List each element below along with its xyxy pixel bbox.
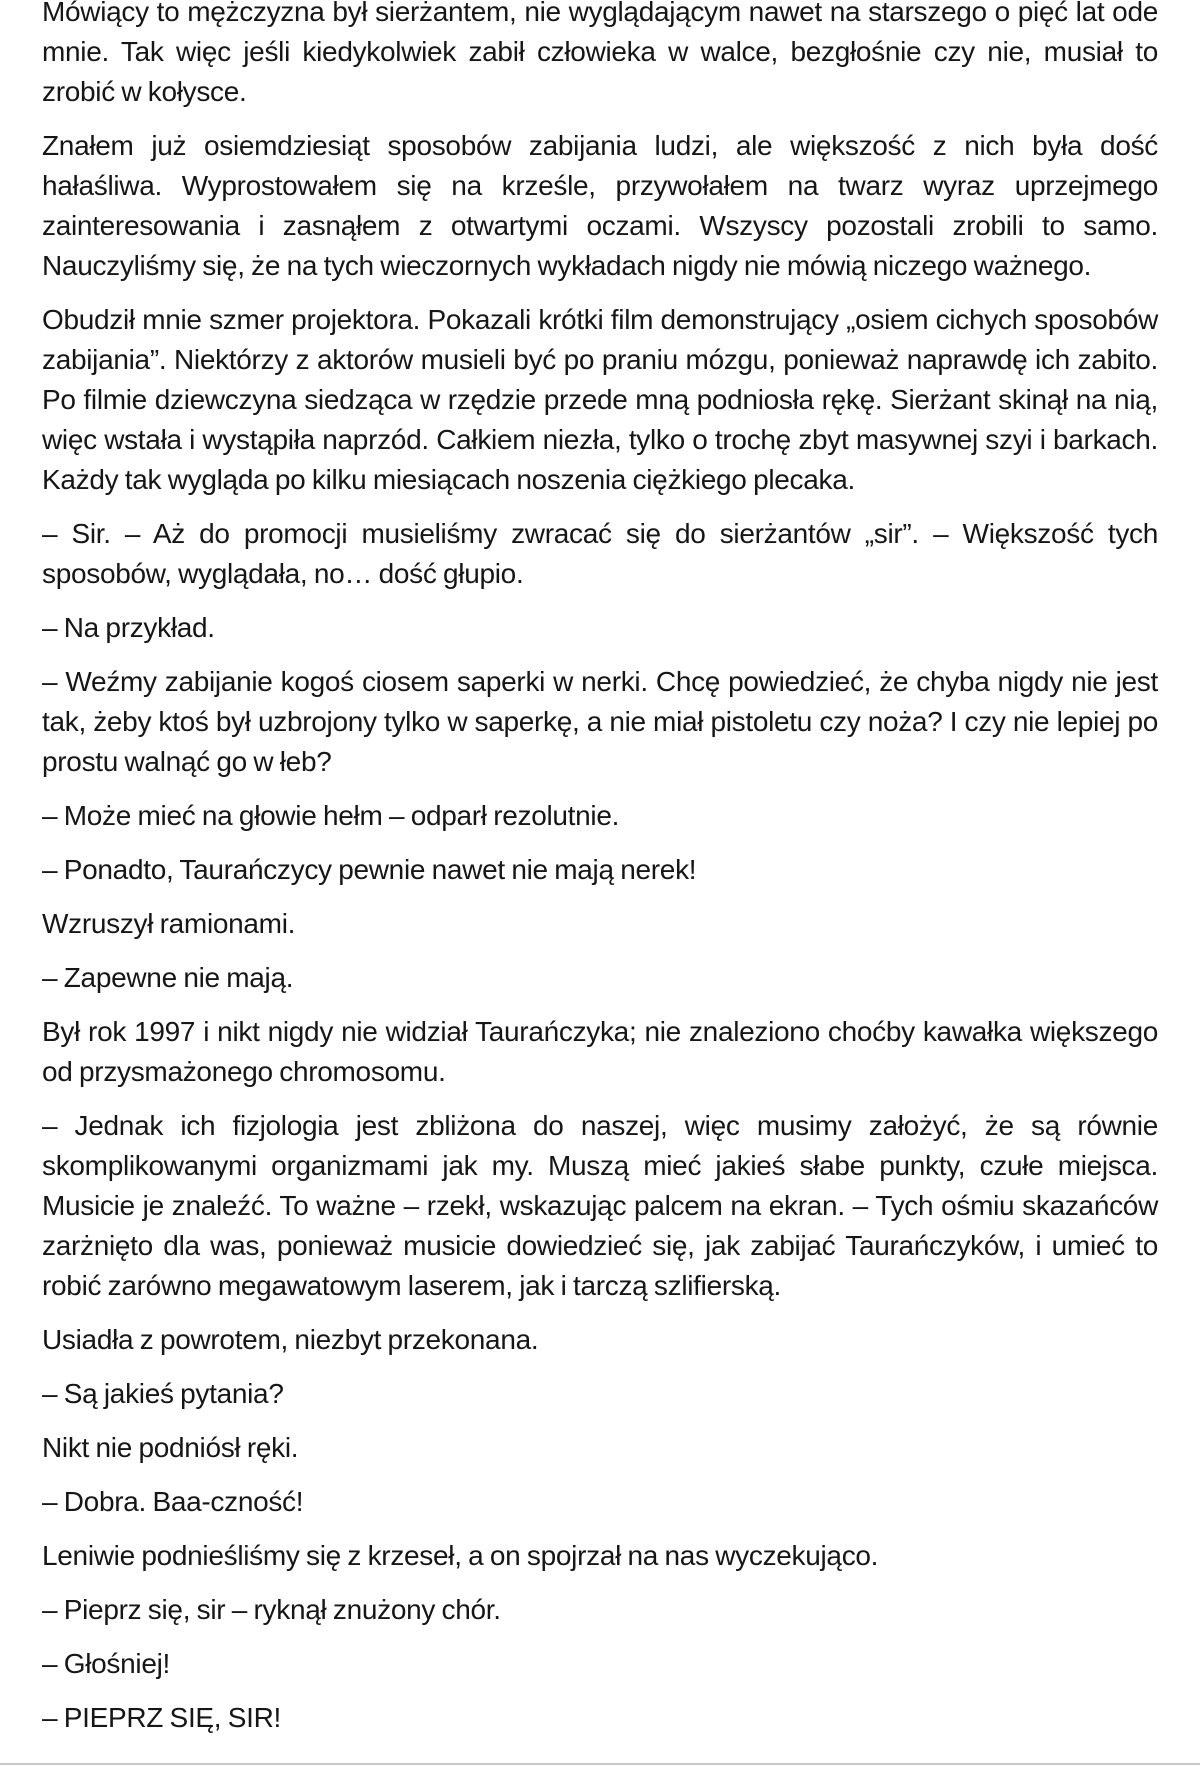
paragraph: Wzruszył ramionami. <box>42 908 296 939</box>
paragraph: – Może mieć na głowie hełm – odparł rezolutnie. <box>42 800 620 831</box>
paragraph: Był rok 1997 i nikt nigdy nie widział Taurańczyka; nie znaleziono choćby kawałka większego od przysmażonego chromosomu. <box>42 1016 1158 1087</box>
bottom-divider <box>0 1763 1200 1770</box>
paragraph: – Zapewne nie mają. <box>42 962 294 993</box>
paragraph: – Jednak ich fizjologia jest zbliżona do naszej, więc musimy założyć, że są równie skomplikowanymi organizmami jak my. Muszą mieć jakieś słabe punkty, czułe miejsca. Musicie je znaleźć. To ważne – rzekł, wskazując palcem na ekran. – Tych ośmiu skazańców zarżnięto dla was, ponieważ musicie dowiedzieć się, jak zabijać Taurańczyków, i umieć to robić zarówno megawatowym laserem, jak i tarczą szlifierską. <box>42 1110 1158 1301</box>
paragraph: – Weźmy zabijanie kogoś ciosem saperki w nerki. Chcę powiedzieć, że chyba nigdy nie jest tak, żeby ktoś był uzbrojony tylko w saperkę, a nie miał pistoletu czy noża? I czy nie lepiej po prostu walnąć go w łeb? <box>42 666 1158 777</box>
paragraph: Obudził mnie szmer projektora. Pokazali krótki film demonstrujący „osiem cichych sposobów zabijania”. Niektórzy z aktorów musieli być po praniu mózgu, ponieważ naprawdę ich zabito. Po filmie dziewczyna siedząca w rzędzie przede mną podniosła rękę. Sierżant skinął na nią, więc wstała i wystąpiła naprzód. Całkiem niezła, tylko o trochę zbyt masywnej szyi i barkach. Każdy tak wygląda po kilku miesiącach noszenia ciężkiego plecaka. <box>42 304 1158 495</box>
paragraph: – Pieprz się, sir – ryknął znużony chór. <box>42 1594 501 1625</box>
paragraph: Znałem już osiemdziesiąt sposobów zabijania ludzi, ale większość z nich była dość hałaśliwa. Wyprostowałem się na krześle, przywołałem na twarz wyraz uprzejmego zainteresowania i zasnąłem z otwartymi oczami. Wszyscy pozostali zrobili to samo. Nauczyliśmy się, że na tych wieczornych wykładach nigdy nie mówią niczego ważnego. <box>42 130 1158 281</box>
paragraph: – Sir. – Aż do promocji musieliśmy zwracać się do sierżantów „sir”. – Większość tych sposobów, wyglądała, no… dość głupio. <box>42 518 1158 589</box>
paragraph: – Ponadto, Taurańczycy pewnie nawet nie mają nerek! <box>42 854 697 885</box>
paragraph: – PIEPRZ SIĘ, SIR! <box>42 1702 282 1733</box>
paragraph: Nikt nie podniósł ręki. <box>42 1432 299 1463</box>
paragraph: – Głośniej! <box>42 1648 170 1679</box>
paragraph: – Są jakieś pytania? <box>42 1378 284 1409</box>
paragraph: Leniwie podnieśliśmy się z krzeseł, a on spojrzał na nas wyczekująco. <box>42 1540 879 1571</box>
paragraph: – Na przykład. <box>42 612 215 643</box>
paragraph: Mówiący to mężczyzna był sierżantem, nie wyglądającym nawet na starszego o pięć lat ode mnie. Tak więc jeśli kiedykolwiek zabił człowieka w walce, bezgłośnie czy nie, musiał to zrobić w kołysce. <box>42 0 1158 107</box>
paragraph: Usiadła z powrotem, niezbyt przekonana. <box>42 1324 539 1355</box>
paragraph: – Dobra. Baa-czność! <box>42 1486 304 1517</box>
